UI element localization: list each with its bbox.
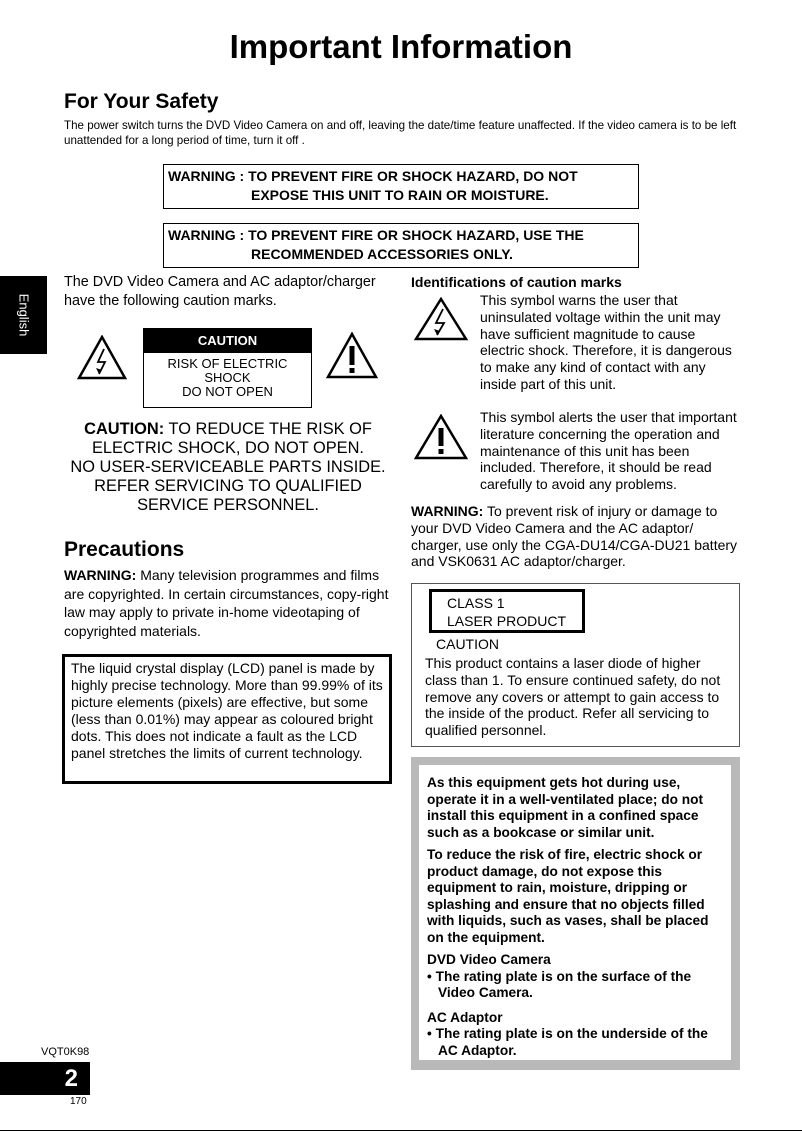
identifications-heading: Identifications of caution marks (411, 274, 622, 290)
precautions-body: Many television programmes and films are copyrighted. In certain circumstances, copy-right law may apply to private in-home videotaping of copyrighted materials. (64, 567, 389, 639)
warning-2-line2: RECOMMENDED ACCESSORIES ONLY. (251, 246, 513, 262)
caution-label-line1: RISK OF ELECTRIC (167, 356, 288, 371)
laser-class-label (429, 589, 585, 633)
adaptor-rating-bullet: • The rating plate is on the underside of the AC Adaptor. (427, 1026, 708, 1058)
lcd-note-text: The liquid crystal display (LCD) panel is made by highly precise technology. More than 99.99% of its picture elements (pixels) are effective, but some (less than 0.01%) may appear as coloured bright dots. This does not indicate a fault as the LCD panel stretches the limits of current technology. (71, 660, 383, 761)
precautions-text (64, 566, 392, 640)
heat-notice-p1: As this equipment gets hot during use, operate it in a well-ventilated place; do not install this equipment in a confined space such as a bookcase or similar unit. (427, 775, 704, 840)
caution-label-head: CAUTION (144, 329, 311, 353)
battery-warning-lead: WARNING: (411, 503, 484, 519)
caution-statement-lead: CAUTION: (84, 420, 165, 438)
warning-box-2 (163, 223, 639, 268)
precautions-heading: Precautions (64, 538, 185, 561)
lcd-note-box (62, 654, 392, 784)
adaptor-rating-heading: AC Adaptor (427, 1009, 503, 1025)
caution-label (143, 328, 312, 408)
exclamation-symbol-icon (414, 414, 468, 460)
language-tab (0, 276, 47, 354)
caution-marks-intro: The DVD Video Camera and AC adaptor/charger have the following caution marks. (64, 274, 376, 309)
caution-statement-line3: NO USER-SERVICEABLE PARTS INSIDE. (70, 458, 386, 476)
exclamation-symbol-text: This symbol alerts the user that important literature concerning the operation and maintenance of this unit has been included. Therefore, it should be read carefully to avoid any problems. (480, 409, 737, 493)
battery-warning (411, 503, 743, 570)
laser-text: This product contains a laser diode of higher class than 1. To ensure continued safety, do not remove any covers or attempt to gain access to the inside of the product. Refer all servicing to qualified personnel. (425, 655, 721, 739)
page-title: Important Information (229, 28, 573, 65)
warning-1-line2: EXPOSE THIS UNIT TO RAIN OR MOISTURE. (251, 187, 549, 203)
caution-label-line2: SHOCK (204, 370, 251, 385)
sub-page-number: 170 (70, 1096, 87, 1107)
safety-heading: For Your Safety (64, 90, 219, 113)
camera-rating-heading: DVD Video Camera (427, 952, 551, 967)
lightning-symbol-text: This symbol warns the user that uninsulated voltage within the unit may have sufficient magnitude to cause electric shock. Therefore, it is dangerous to make any kind of contact with any inside part of this unit. (480, 292, 732, 392)
caution-statement-line2: ELECTRIC SHOCK, DO NOT OPEN. (91, 439, 364, 457)
safety-text: The power switch turns the DVD Video Camera on and off, leaving the date/time feature unaffected. If the video camera is to be left unattended for a long period of time, turn it off . (64, 119, 737, 147)
battery-warning-text: To prevent risk of injury or damage to your DVD Video Camera and the AC adaptor/ charger, use only the CGA-DU14/CGA-DU21 battery and VSK0631 AC adaptor/charger. (411, 503, 738, 570)
footer-rule (0, 1130, 802, 1131)
laser-caution: CAUTION (436, 636, 499, 652)
lightning-symbol-icon (414, 297, 468, 341)
language-tab-label: English (16, 293, 31, 337)
warning-box-1 (163, 164, 639, 209)
laser-class-line1: CLASS 1 (447, 595, 505, 611)
warning-1-line1: WARNING : TO PREVENT FIRE OR SHOCK HAZARD, DO NOT (168, 168, 578, 184)
model-code: VQT0K98 (41, 1046, 90, 1058)
warning-2-line1: WARNING : TO PREVENT FIRE OR SHOCK HAZARD, USE THE (168, 227, 584, 243)
caution-label-line3: DO NOT OPEN (182, 384, 273, 399)
caution-statement-line1: TO REDUCE THE RISK OF (164, 420, 372, 438)
camera-rating-bullet: • The rating plate is on the surface of the Video Camera. (427, 968, 692, 1000)
exclamation-warning-icon (326, 332, 378, 379)
lightning-warning-icon (77, 335, 127, 380)
heat-notice-box (419, 765, 731, 1060)
caution-statement-line5: SERVICE PERSONNEL. (137, 496, 319, 514)
caution-statement-line4: REFER SERVICING TO QUALIFIED (94, 477, 362, 495)
heat-notice-p2: To reduce the risk of fire, electric shock or product damage, do not expose this equipment to rain, moisture, dripping or splashing and ensure that no objects filled with liquids, such as vases, shall be placed on the equipment. (427, 847, 709, 945)
caution-statement (62, 420, 394, 515)
precautions-lead: WARNING: (64, 567, 137, 583)
laser-class-line2: LASER PRODUCT (447, 613, 567, 629)
page-number: 2 (0, 1062, 90, 1095)
